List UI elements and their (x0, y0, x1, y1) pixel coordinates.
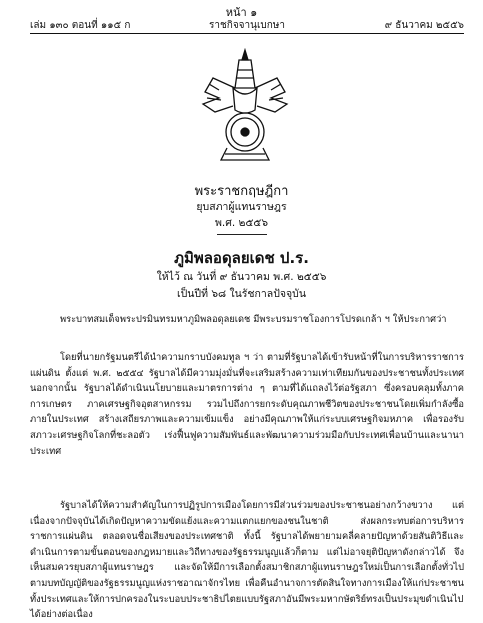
gazette-name: ราชกิจจานุเบกษา (208, 20, 286, 31)
paragraph-text: โดยที่นายกรัฐมนตรีได้นำความกราบบังคมทูล ฯ ว่า ตามที่รัฐบาลได้เข้ารับหน้าที่ในการบริหารราชการแผ่นดิน ตั้งแต่ พ.ศ. ๒๕๕๔ รัฐบาลได้มีความมุ่งมั่นที่จะเสริมสร้างความเท่าเทียมกันของประชาชนทั้งประเทศ นอกจากนั้น รัฐบาลได้ดำเนินนโยบายและมาตรการต่าง ๆ ตามที่ได้แถลงไว้ต่อรัฐสภา ซึ่งครอบคลุมทั้งภาคการเกษตร ภาคเศรษฐกิจอุตสาหกรรม รวมไปถึงการยกระดับคุณภาพชีวิตของประชาชนโดยเพิ่มกำลังซื้อภายในประเทศ สร้างเสถียรภาพและความเข้มแข็ง อย่างมีคุณภาพให้แก่ระบบเศรษฐกิจมหภาค เพื่อรองรับสภาวะเศรษฐกิจโลกที่ชะลอตัว เร่งฟื้นฟูความสัมพันธ์และพัฒนาความร่วมมือกับประเทศเพื่อนบ้านและนานาประเทศ (30, 352, 464, 457)
reign-year: เป็นปีที่ ๖๘ ในรัชกาลปัจจุบัน (176, 288, 307, 300)
gazette-header (30, 18, 464, 32)
given-date: ให้ไว้ ณ วันที่ ๙ ธันวาคม พ.ศ. ๒๕๕๖ (156, 271, 327, 283)
publish-date: ๙ ธันวาคม ๒๕๕๖ (384, 20, 464, 31)
decree-title: พระราชกฤษฎีกา (194, 184, 289, 199)
body-paragraph-2 (30, 498, 464, 623)
king-signature-name: ภูมิพลอดุลยเดช ป.ร. (174, 249, 309, 267)
body-paragraph-1 (30, 350, 464, 459)
decree-year: พ.ศ. ๒๕๕๖ (214, 217, 269, 229)
garuda-emblem-icon (195, 48, 295, 166)
paragraph-text: รัฐบาลได้ให้ความสำคัญในการปฏิรูปการเมืองโดยการมีส่วนร่วมของประชาชนอย่างกว้างขวาง แต่เนื่องจากปัจจุบันได้เกิดปัญหาความขัดแย้งและความแตกแยกของชนในชาติ ส่งผลกระทบต่อการบริหารราชการแผ่นดิน ตลอดจนชื่อเสียงของประเทศชาติ ทั้งนี้ รัฐบาลได้พยายามคลี่คลายปัญหาด้วยสันติวิธีและดำเนินการตามขั้นตอนของกฎหมายและวิถีทางของรัฐธรรมนูญแล้วก็ตาม แต่ไม่อาจยุติปัญหาดังกล่าวได้ จึงเห็นสมควรยุบสภาผู้แทนราษฎร และจัดให้มีการเลือกตั้งสมาชิกสภาผู้แทนราษฎรใหม่เป็นการเลือกตั้งทั่วไป ตามบทบัญญัติของรัฐธรรมนูญแห่งราชอาณาจักรไทย เพื่อคืนอำนาจการตัดสินใจทางการเมืองให้แก่ประชาชนทั้งประเทศและให้การปกครองในระบอบประชาธิปไตยแบบรัฐสภาอันมีพระมหากษัตริย์ทรงเป็นประมุขดำเนินไปได้อย่างต่อเนื่อง (30, 500, 464, 621)
volume-issue: เล่ม ๑๓๐ ตอนที่ ๑๑๕ ก (30, 20, 131, 31)
page-number: หน้า ๑ (225, 6, 258, 19)
preamble-paragraph (30, 312, 464, 328)
header-rule (30, 33, 464, 34)
divider (217, 234, 267, 235)
paragraph-text: พระบาทสมเด็จพระปรมินทรมหาภูมิพลอดุลยเดช มีพระบรมราชโองการโปรดเกล้า ฯ ให้ประกาศว่า (60, 314, 447, 325)
decree-name: ยุบสภาผู้แทนราษฎร (196, 201, 287, 213)
